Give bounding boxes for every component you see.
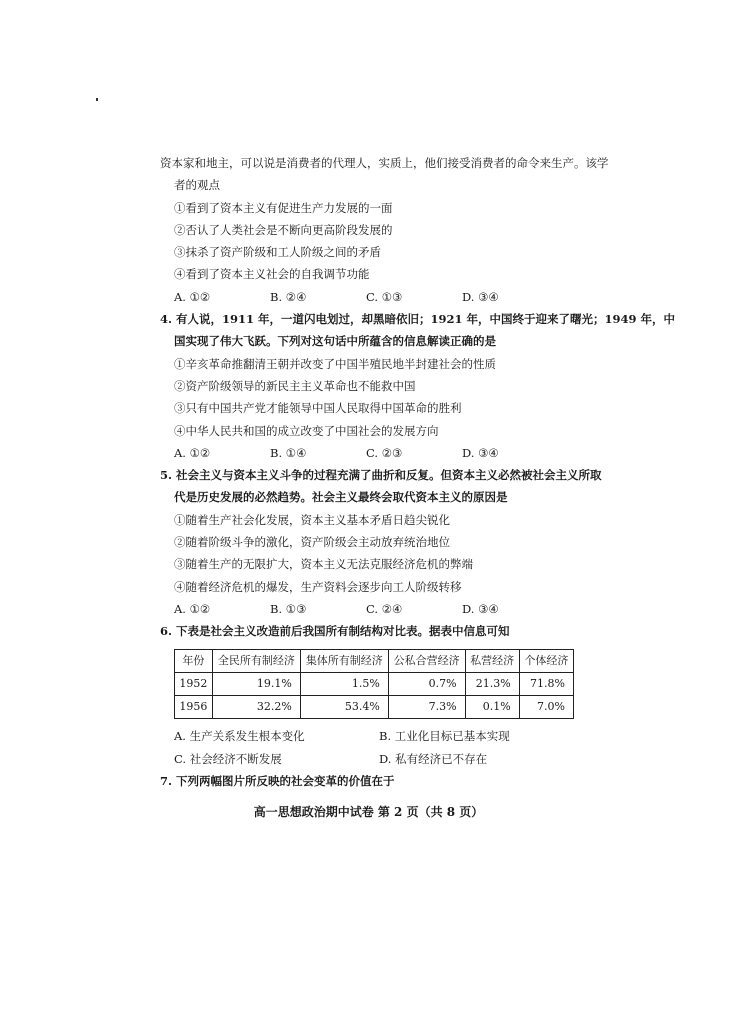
option-b: B. ②④ — [270, 289, 307, 304]
table-cell: 7.3% — [388, 696, 465, 719]
q5-item-3: ③随着生产的无限扩大，资本主义无法克服经济危机的弊端 — [174, 557, 473, 572]
q4-item-3: ③只有中国共产党才能领导中国人民取得中国革命的胜利 — [174, 401, 462, 416]
table-cell: 19.1% — [212, 672, 300, 695]
table-header: 集体所有制经济 — [300, 649, 388, 672]
q5-item-2: ②随着阶级斗争的激化，资产阶级会主动放弃统治地位 — [174, 535, 450, 550]
intro-item-4: ④看到了资本主义社会的自我调节功能 — [174, 267, 370, 282]
table-cell: 21.3% — [465, 672, 519, 695]
table-cell-year: 1952 — [175, 672, 213, 695]
q6-line-1: 6. 下表是社会主义改造前后我国所有制结构对比表。据表中信息可知 — [160, 624, 510, 639]
table-header-row — [175, 649, 574, 672]
q4-line-1: 4. 有人说，1911 年，一道闪电划过，却黑暗依旧；1921 年，中国终于迎来了曙光；1949 年，中 — [160, 312, 676, 327]
speck-mark — [96, 98, 98, 101]
table-row — [175, 696, 574, 719]
q5-item-4: ④随着经济危机的爆发，生产资料会逐步向工人阶级转移 — [174, 579, 462, 594]
option-d: D. ③④ — [462, 445, 499, 460]
option-d: D. 私有经济已不存在 — [379, 751, 488, 766]
q6-options-row-2 — [160, 748, 590, 770]
intro-item-3: ③抹杀了资产阶级和工人阶级之间的矛盾 — [174, 245, 381, 260]
option-a: A. 生产关系发生根本变化 — [174, 729, 305, 744]
table-header: 全民所有制经济 — [212, 649, 300, 672]
option-c: C. 社会经济不断发展 — [174, 751, 282, 766]
q5-options — [160, 598, 590, 620]
q4-item-2: ②资产阶级领导的新民主主义革命也不能救中国 — [174, 378, 416, 393]
table-row — [175, 672, 574, 695]
table-cell: 53.4% — [300, 696, 388, 719]
option-c: C. ①③ — [366, 289, 403, 304]
table-cell: 32.2% — [212, 696, 300, 719]
option-c: C. ②④ — [366, 601, 403, 616]
q7-line-1: 7. 下列两幅图片所反映的社会变革的价值在于 — [160, 774, 395, 789]
ownership-table — [174, 649, 574, 720]
q5-item-1: ①随着生产社会化发展，资本主义基本矛盾日趋尖锐化 — [174, 512, 450, 527]
option-a: A. ①② — [174, 601, 211, 616]
intro-line-2: 者的观点 — [174, 178, 220, 193]
q4-line-2: 国实现了伟大飞跃。下列对这句话中所蕴含的信息解读正确的是 — [174, 334, 496, 349]
table-cell: 1.5% — [300, 672, 388, 695]
option-b: B. ①④ — [270, 445, 307, 460]
intro-line-1: 资本家和地主，可以说是消费者的代理人，实质上，他们接受消费者的命令来生产。该学 — [160, 156, 609, 170]
intro-options — [160, 286, 590, 308]
option-d: D. ③④ — [462, 601, 499, 616]
table-cell: 71.8% — [519, 672, 573, 695]
table-cell-year: 1956 — [175, 696, 213, 719]
q4-item-1: ①辛亥革命推翻清王朝并改变了中国半殖民地半封建社会的性质 — [174, 356, 496, 371]
intro-item-2: ②否认了人类社会是不断向更高阶段发展的 — [174, 222, 393, 237]
option-d: D. ③④ — [462, 289, 499, 304]
q4-item-4: ④中华人民共和国的成立改变了中国社会的发展方向 — [174, 423, 439, 438]
table-cell: 7.0% — [519, 696, 573, 719]
q6-options-row-1 — [160, 725, 590, 747]
option-b: B. 工业化目标已基本实现 — [379, 729, 510, 744]
table-header: 个体经济 — [519, 649, 573, 672]
option-a: A. ①② — [174, 445, 211, 460]
option-c: C. ②③ — [366, 445, 403, 460]
q5-line-2: 代是历史发展的必然趋势。社会主义最终会取代资本主义的原因是 — [174, 490, 508, 505]
table-header: 私营经济 — [465, 649, 519, 672]
table-cell: 0.1% — [465, 696, 519, 719]
option-a: A. ①② — [174, 289, 211, 304]
option-b: B. ①③ — [270, 601, 307, 616]
table-header: 公私合营经济 — [388, 649, 465, 672]
page-footer: 高一思想政治期中试卷 第 2 页（共 8 页） — [253, 805, 484, 819]
exam-content — [160, 152, 676, 792]
q5-line-1: 5. 社会主义与资本主义斗争的过程充满了曲折和反复。但资本主义必然被社会主义所取 — [160, 468, 602, 483]
q4-options — [160, 442, 590, 464]
table-cell: 0.7% — [388, 672, 465, 695]
intro-item-1: ①看到了资本主义有促进生产力发展的一面 — [174, 200, 393, 215]
table-header: 年份 — [175, 649, 213, 672]
